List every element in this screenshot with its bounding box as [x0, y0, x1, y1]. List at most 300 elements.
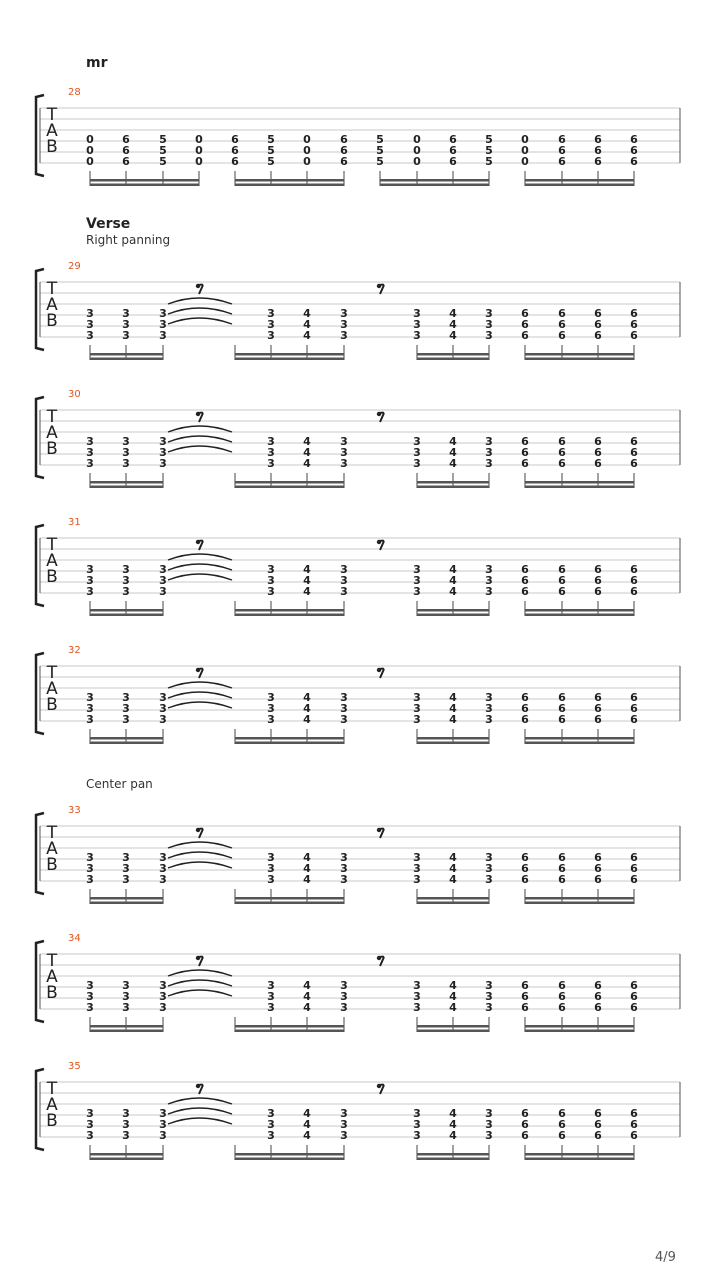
fret-number: 6	[594, 702, 602, 715]
fret-number: 6	[630, 1118, 638, 1131]
fret-number: 6	[594, 563, 602, 576]
beam	[90, 1158, 163, 1161]
fret-number: 6	[558, 691, 566, 704]
fret-number: 5	[376, 155, 384, 168]
beam	[90, 481, 163, 484]
fret-number: 6	[630, 318, 638, 331]
tab-system-30	[36, 389, 680, 488]
fret-number: 3	[122, 563, 130, 576]
fret-number: 3	[267, 979, 275, 992]
fret-number: 6	[521, 307, 529, 320]
fret-number: 0	[413, 133, 421, 146]
fret-number: 3	[86, 851, 94, 864]
rest-dot	[377, 956, 381, 960]
fret-number: 3	[159, 1129, 167, 1142]
fret-number: 4	[449, 1118, 457, 1131]
fret-number: 3	[340, 873, 348, 886]
fret-number: 4	[303, 713, 311, 726]
fret-number: 6	[558, 585, 566, 598]
fret-number: 3	[267, 1107, 275, 1120]
fret-number: 3	[267, 329, 275, 342]
beam	[271, 486, 344, 489]
fret-number: 3	[413, 563, 421, 576]
fret-number: 3	[122, 574, 130, 587]
beam	[235, 358, 271, 361]
page-number: 4/9	[655, 1250, 676, 1265]
fret-number: 3	[86, 990, 94, 1003]
fret-number: 6	[231, 155, 239, 168]
fret-number: 3	[340, 574, 348, 587]
fret-number: 6	[630, 851, 638, 864]
beam	[235, 179, 344, 182]
fret-number: 6	[558, 457, 566, 470]
fret-number: 3	[485, 1129, 493, 1142]
fret-number: 6	[558, 702, 566, 715]
slur-arc	[168, 970, 232, 976]
fret-number: 4	[449, 318, 457, 331]
fret-number: 3	[413, 691, 421, 704]
fret-number: 4	[303, 1001, 311, 1014]
tab-system-35	[36, 1061, 680, 1160]
fret-number: 6	[521, 329, 529, 342]
tab-clef-t: T	[46, 823, 58, 843]
right-panning-annotation: Right panning	[86, 233, 171, 247]
fret-number: 6	[558, 873, 566, 886]
slur-arc	[168, 446, 232, 452]
slur-arc	[168, 318, 232, 324]
beam	[525, 1030, 634, 1033]
fret-number: 3	[86, 691, 94, 704]
slur-arc	[168, 564, 232, 570]
fret-number: 3	[485, 563, 493, 576]
fret-number: 6	[630, 862, 638, 875]
fret-number: 6	[521, 435, 529, 448]
fret-number: 3	[485, 862, 493, 875]
fret-number: 6	[340, 144, 348, 157]
fret-number: 3	[267, 691, 275, 704]
fret-number: 6	[521, 873, 529, 886]
fret-number: 6	[558, 851, 566, 864]
fret-number: 6	[449, 155, 457, 168]
beam	[525, 481, 634, 484]
beam	[271, 1030, 344, 1033]
fret-number: 3	[159, 563, 167, 576]
rest-dot	[196, 412, 200, 416]
fret-number: 6	[521, 851, 529, 864]
beam	[90, 737, 163, 740]
fret-number: 4	[303, 1107, 311, 1120]
fret-number: 0	[521, 133, 529, 146]
fret-number: 3	[485, 1001, 493, 1014]
fret-number: 3	[340, 457, 348, 470]
slur-arc	[168, 298, 232, 304]
measure-number: 29	[68, 261, 81, 272]
rest-dot	[377, 540, 381, 544]
fret-number: 4	[449, 862, 457, 875]
fret-number: 3	[122, 446, 130, 459]
fret-number: 4	[449, 1001, 457, 1014]
beam	[417, 897, 489, 900]
fret-number: 5	[485, 133, 493, 146]
beam	[525, 737, 634, 740]
fret-number: 3	[267, 318, 275, 331]
fret-number: 6	[449, 144, 457, 157]
fret-number: 3	[86, 702, 94, 715]
fret-number: 3	[413, 851, 421, 864]
tab-system-33	[36, 805, 680, 904]
fret-number: 6	[630, 435, 638, 448]
fret-number: 6	[521, 1118, 529, 1131]
fret-number: 4	[449, 457, 457, 470]
fret-number: 3	[122, 702, 130, 715]
fret-number: 4	[303, 585, 311, 598]
fret-number: 3	[86, 862, 94, 875]
fret-number: 6	[521, 318, 529, 331]
beam	[525, 358, 634, 361]
fret-number: 3	[122, 318, 130, 331]
beam	[271, 737, 344, 740]
rest-dot	[377, 828, 381, 832]
verse-section-marker: Verse	[86, 216, 131, 232]
fret-number: 3	[267, 862, 275, 875]
fret-number: 6	[594, 329, 602, 342]
beam	[525, 897, 634, 900]
fret-number: 6	[594, 155, 602, 168]
beam	[90, 353, 163, 356]
fret-number: 6	[558, 1129, 566, 1142]
fret-number: 0	[413, 144, 421, 157]
beam	[90, 1025, 163, 1028]
slur-arc	[168, 426, 232, 432]
fret-number: 3	[86, 446, 94, 459]
beam	[271, 609, 344, 612]
fret-number: 3	[340, 318, 348, 331]
beam	[271, 1158, 344, 1161]
fret-number: 3	[340, 563, 348, 576]
fret-number: 3	[159, 873, 167, 886]
rest-dot	[377, 412, 381, 416]
slur-arc	[168, 308, 232, 314]
fret-number: 6	[558, 563, 566, 576]
fret-number: 4	[449, 1129, 457, 1142]
slur-arc	[168, 702, 232, 708]
slur-arc	[168, 1098, 232, 1104]
slur-arc	[168, 554, 232, 560]
fret-number: 3	[159, 446, 167, 459]
measure-number: 31	[68, 517, 81, 528]
fret-number: 0	[86, 155, 94, 168]
fret-number: 6	[558, 144, 566, 157]
beam	[90, 184, 199, 187]
tab-system-28	[36, 87, 680, 186]
fret-number: 3	[267, 702, 275, 715]
tab-clef-t: T	[46, 951, 58, 971]
fret-number: 3	[159, 585, 167, 598]
fret-number: 3	[413, 1001, 421, 1014]
fret-number: 3	[159, 329, 167, 342]
fret-number: 4	[303, 563, 311, 576]
fret-number: 3	[485, 851, 493, 864]
fret-number: 3	[267, 1129, 275, 1142]
beam	[90, 897, 163, 900]
fret-number: 3	[485, 713, 493, 726]
center-pan-annotation: Center pan	[86, 777, 153, 791]
fret-number: 3	[267, 873, 275, 886]
fret-number: 6	[630, 979, 638, 992]
fret-number: 3	[413, 702, 421, 715]
fret-number: 6	[594, 691, 602, 704]
beam	[235, 902, 271, 905]
fret-number: 3	[340, 1118, 348, 1131]
fret-number: 3	[86, 307, 94, 320]
fret-number: 3	[413, 713, 421, 726]
fret-number: 4	[303, 979, 311, 992]
rest-dot	[196, 668, 200, 672]
fret-number: 3	[122, 713, 130, 726]
fret-number: 6	[594, 851, 602, 864]
beam	[417, 358, 489, 361]
mr-marker: mr	[86, 55, 108, 71]
beam	[90, 902, 163, 905]
fret-number: 3	[413, 1129, 421, 1142]
fret-number: 6	[594, 435, 602, 448]
fret-number: 3	[267, 990, 275, 1003]
fret-number: 6	[594, 318, 602, 331]
fret-number: 6	[630, 1001, 638, 1014]
fret-number: 3	[413, 446, 421, 459]
tab-clef-a: A	[46, 967, 58, 987]
fret-number: 0	[86, 133, 94, 146]
fret-number: 3	[413, 329, 421, 342]
fret-number: 6	[630, 713, 638, 726]
measure-number: 35	[68, 1061, 81, 1072]
tab-clef-a: A	[46, 839, 58, 859]
beam	[525, 1025, 634, 1028]
fret-number: 6	[594, 133, 602, 146]
tab-clef-b: B	[46, 311, 58, 331]
fret-number: 4	[303, 435, 311, 448]
fret-number: 6	[630, 307, 638, 320]
beam	[525, 609, 634, 612]
fret-number: 5	[159, 144, 167, 157]
fret-number: 3	[485, 1107, 493, 1120]
fret-number: 3	[413, 457, 421, 470]
tab-clef-a: A	[46, 295, 58, 315]
fret-number: 5	[159, 155, 167, 168]
beam	[271, 481, 344, 484]
beam	[525, 353, 634, 356]
fret-number: 3	[485, 307, 493, 320]
fret-number: 3	[340, 702, 348, 715]
beam	[235, 1158, 271, 1161]
fret-number: 4	[449, 873, 457, 886]
fret-number: 6	[521, 979, 529, 992]
fret-number: 3	[86, 574, 94, 587]
fret-number: 3	[159, 435, 167, 448]
fret-number: 3	[485, 574, 493, 587]
fret-number: 6	[521, 585, 529, 598]
beam	[90, 609, 163, 612]
beam	[417, 1153, 489, 1156]
fret-number: 6	[594, 990, 602, 1003]
beam	[525, 902, 634, 905]
fret-number: 6	[630, 446, 638, 459]
tab-clef-a: A	[46, 679, 58, 699]
tab-clef-b: B	[46, 855, 58, 875]
fret-number: 6	[122, 144, 130, 157]
fret-number: 6	[630, 574, 638, 587]
fret-number: 3	[122, 307, 130, 320]
fret-number: 3	[122, 457, 130, 470]
fret-number: 6	[630, 155, 638, 168]
fret-number: 3	[122, 1107, 130, 1120]
fret-number: 4	[303, 457, 311, 470]
fret-number: 3	[340, 1001, 348, 1014]
fret-number: 3	[267, 713, 275, 726]
rest-dot	[196, 828, 200, 832]
fret-number: 3	[485, 979, 493, 992]
fret-number: 4	[449, 713, 457, 726]
slur-arc	[168, 574, 232, 580]
fret-number: 6	[630, 133, 638, 146]
fret-number: 3	[122, 435, 130, 448]
fret-number: 3	[159, 691, 167, 704]
fret-number: 0	[195, 144, 203, 157]
beam	[525, 1158, 634, 1161]
tab-clef-t: T	[46, 535, 58, 555]
fret-number: 3	[413, 1107, 421, 1120]
fret-number: 3	[340, 1107, 348, 1120]
fret-number: 6	[558, 155, 566, 168]
fret-number: 6	[558, 862, 566, 875]
tab-clef-a: A	[46, 1095, 58, 1115]
fret-number: 6	[630, 702, 638, 715]
fret-number: 4	[449, 446, 457, 459]
fret-number: 5	[159, 133, 167, 146]
fret-number: 3	[159, 713, 167, 726]
fret-number: 3	[159, 457, 167, 470]
beam	[271, 902, 344, 905]
fret-number: 4	[449, 990, 457, 1003]
fret-number: 4	[303, 990, 311, 1003]
beam	[235, 897, 271, 900]
fret-number: 3	[267, 307, 275, 320]
measure-number: 34	[68, 933, 81, 944]
fret-number: 6	[594, 979, 602, 992]
fret-number: 4	[449, 979, 457, 992]
fret-number: 6	[630, 1107, 638, 1120]
fret-number: 3	[267, 1118, 275, 1131]
tab-clef-b: B	[46, 137, 58, 157]
fret-number: 0	[521, 155, 529, 168]
tab-clef-a: A	[46, 423, 58, 443]
beam	[235, 1025, 271, 1028]
fret-number: 3	[485, 446, 493, 459]
fret-number: 6	[558, 318, 566, 331]
beam	[235, 1030, 271, 1033]
fret-number: 6	[594, 144, 602, 157]
beam	[417, 737, 489, 740]
fret-number: 3	[86, 713, 94, 726]
fret-number: 3	[159, 702, 167, 715]
fret-number: 3	[86, 457, 94, 470]
fret-number: 4	[303, 446, 311, 459]
fret-number: 6	[630, 585, 638, 598]
fret-number: 4	[449, 691, 457, 704]
fret-number: 0	[86, 144, 94, 157]
fret-number: 3	[485, 457, 493, 470]
fret-number: 3	[485, 873, 493, 886]
fret-number: 3	[122, 1118, 130, 1131]
fret-number: 3	[340, 435, 348, 448]
beam	[90, 1030, 163, 1033]
beam	[417, 1158, 489, 1161]
rest-dot	[377, 668, 381, 672]
fret-number: 5	[485, 144, 493, 157]
fret-number: 4	[449, 851, 457, 864]
fret-number: 4	[449, 329, 457, 342]
fret-number: 3	[159, 1001, 167, 1014]
beam	[525, 184, 634, 187]
fret-number: 5	[267, 144, 275, 157]
slur-arc	[168, 852, 232, 858]
beam	[417, 609, 489, 612]
rest-dot	[196, 284, 200, 288]
beam	[417, 1025, 489, 1028]
fret-number: 6	[340, 155, 348, 168]
fret-number: 6	[594, 1129, 602, 1142]
rest-dot	[377, 284, 381, 288]
fret-number: 6	[558, 435, 566, 448]
fret-number: 3	[122, 990, 130, 1003]
beam	[271, 742, 344, 745]
beam	[235, 737, 271, 740]
fret-number: 6	[521, 990, 529, 1003]
fret-number: 4	[303, 574, 311, 587]
fret-number: 3	[485, 691, 493, 704]
fret-number: 6	[594, 873, 602, 886]
measure-number: 33	[68, 805, 81, 816]
fret-number: 6	[630, 990, 638, 1003]
fret-number: 3	[485, 702, 493, 715]
rest-dot	[196, 540, 200, 544]
fret-number: 4	[303, 862, 311, 875]
fret-number: 3	[86, 979, 94, 992]
fret-number: 6	[594, 1118, 602, 1131]
fret-number: 6	[558, 329, 566, 342]
beam	[417, 902, 489, 905]
fret-number: 6	[449, 133, 457, 146]
fret-number: 3	[485, 318, 493, 331]
fret-number: 6	[630, 1129, 638, 1142]
fret-number: 3	[413, 873, 421, 886]
fret-number: 3	[267, 585, 275, 598]
beam	[380, 179, 489, 182]
rest-dot	[196, 1084, 200, 1088]
slur-arc	[168, 842, 232, 848]
fret-number: 6	[594, 1001, 602, 1014]
fret-number: 6	[521, 457, 529, 470]
fret-number: 3	[340, 713, 348, 726]
fret-number: 6	[122, 133, 130, 146]
fret-number: 3	[340, 329, 348, 342]
fret-number: 3	[413, 435, 421, 448]
fret-number: 0	[195, 155, 203, 168]
beam	[271, 1153, 344, 1156]
fret-number: 3	[122, 691, 130, 704]
beam	[380, 184, 489, 187]
beam	[90, 614, 163, 617]
